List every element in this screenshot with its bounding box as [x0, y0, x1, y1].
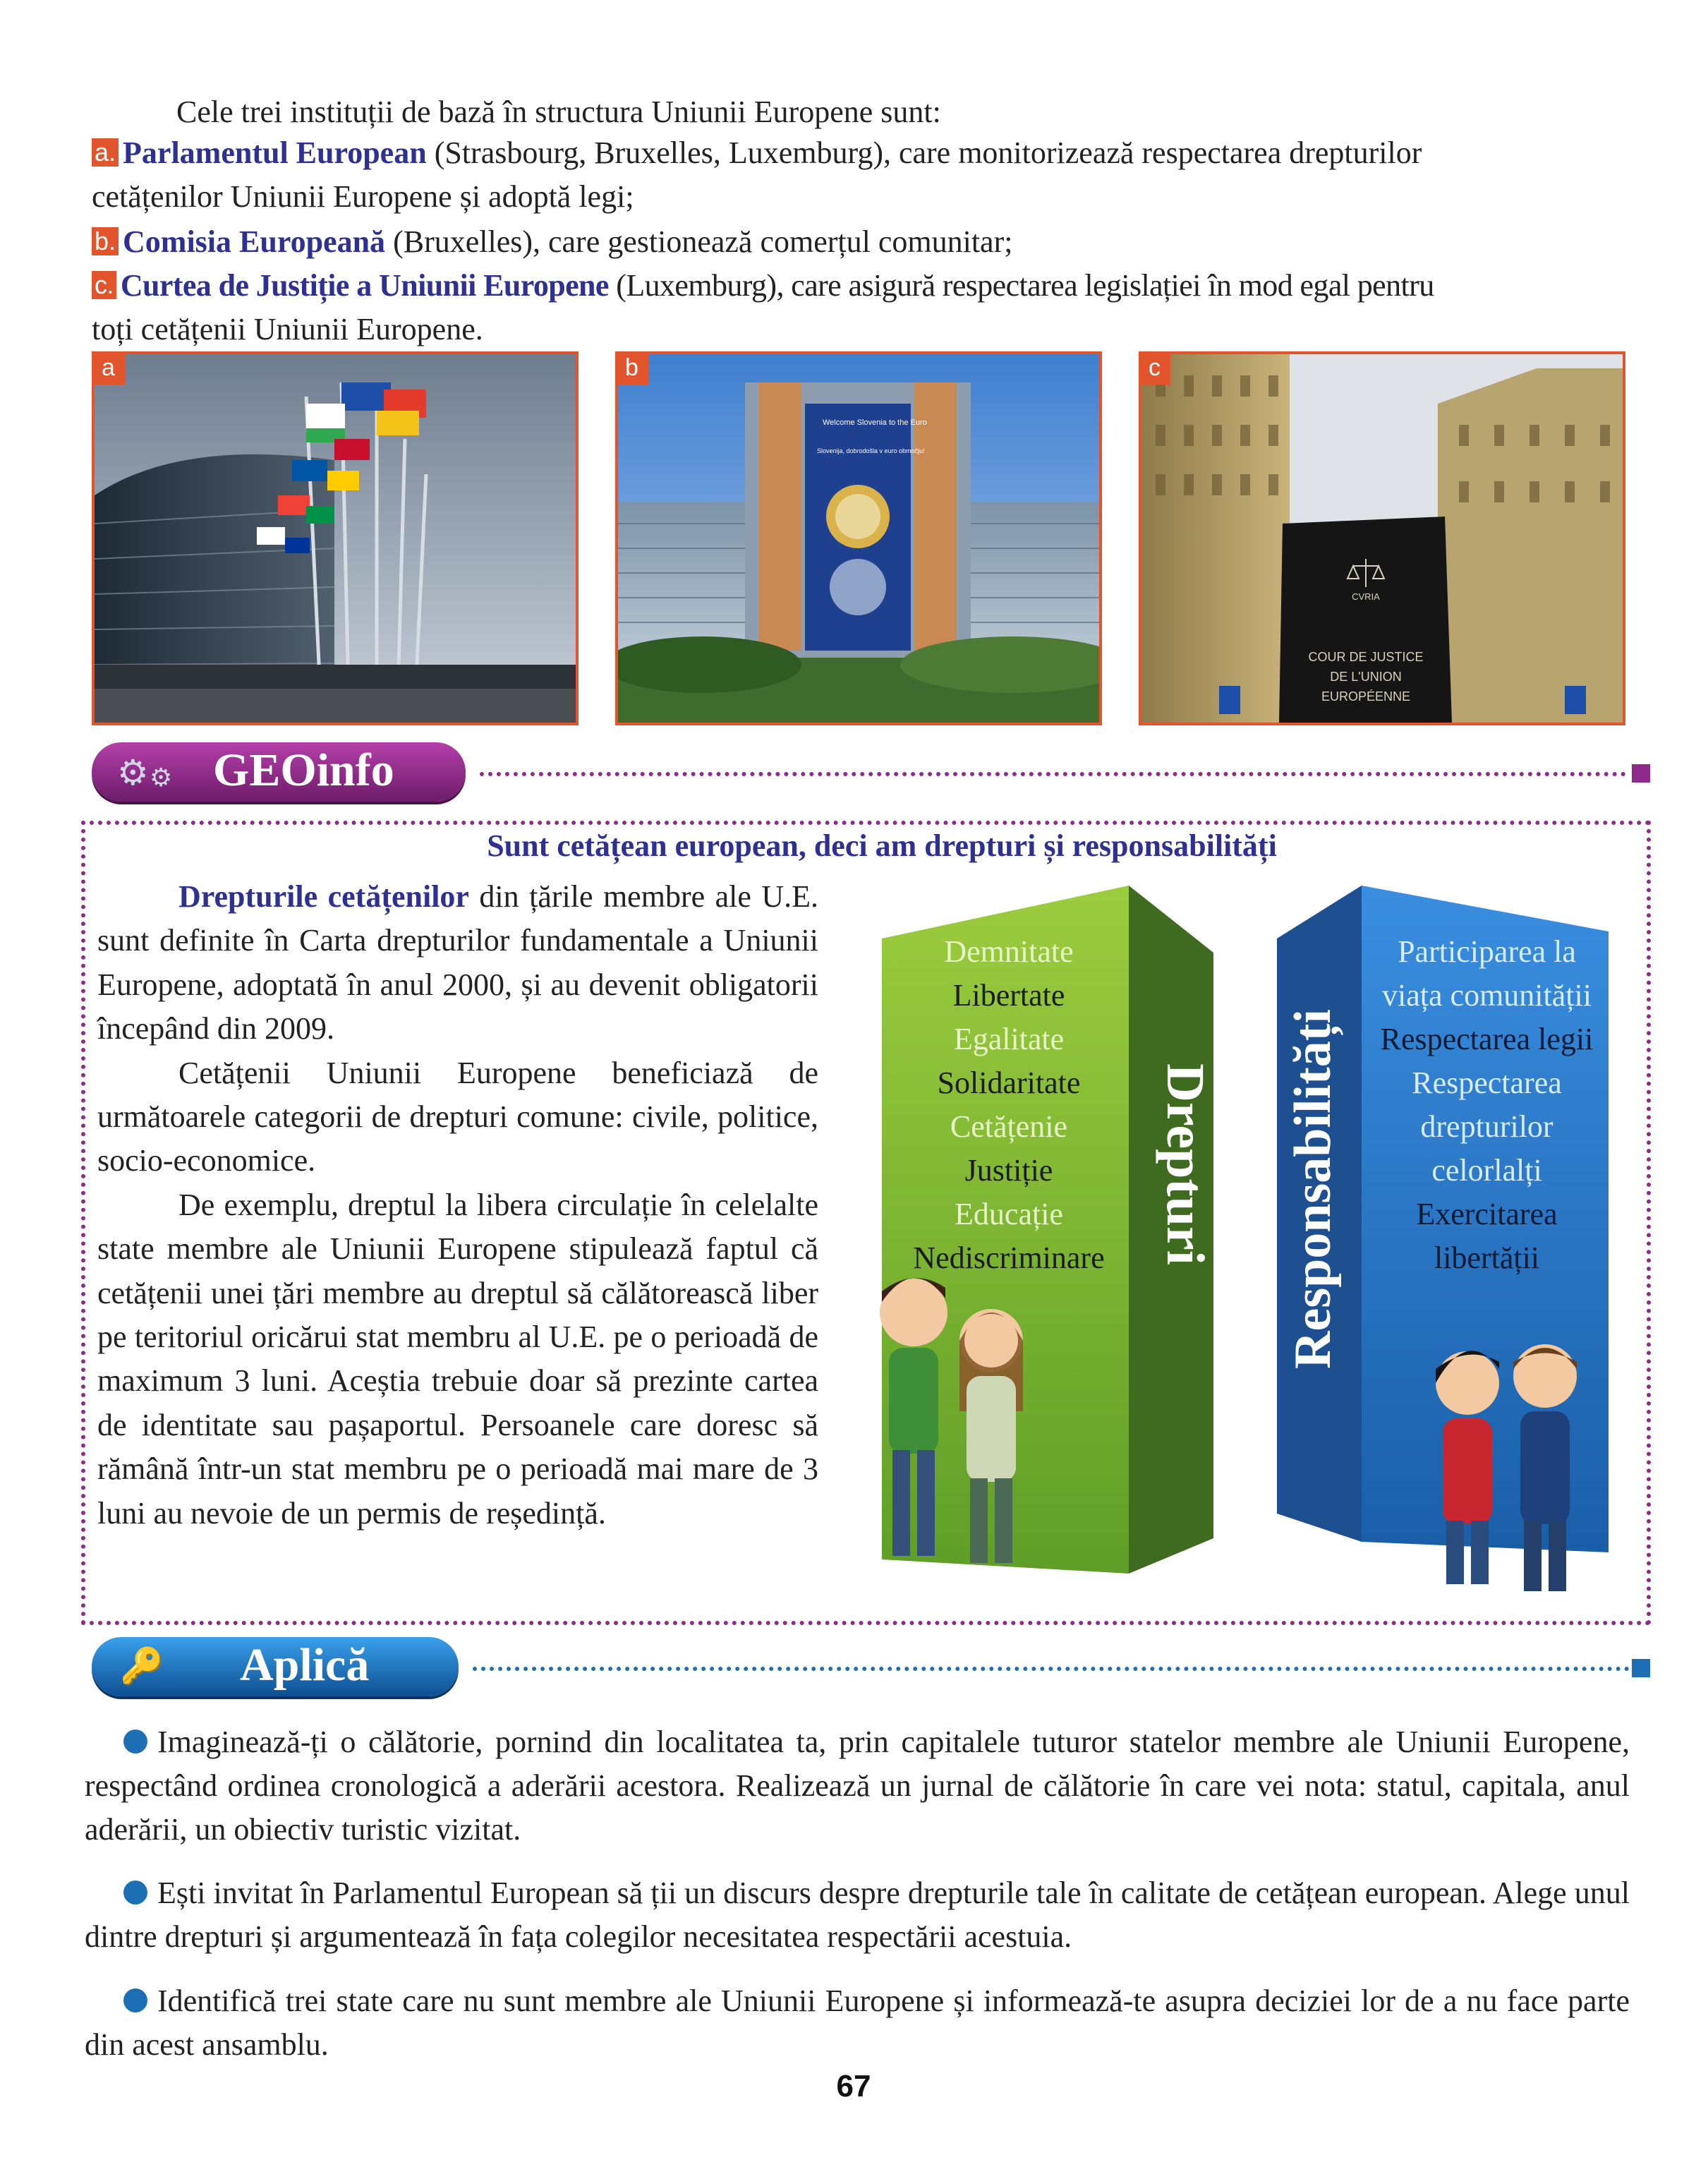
court-sign-line2: DE L'UNION [1330, 670, 1402, 684]
task-1: Imaginează-ți o călătorie, pornind din localitatea ta, prin capitalele tuturor statelor membre ale Uniunii Europene, respectând ordinea cronologică a aderării acestora. Realizează un jurnal de călătorie în care vei nota: statul, capitala, anul aderării, un obiectiv turistic vizitat. [85, 1725, 1630, 1847]
photo-court-of-justice [1139, 351, 1625, 725]
institution-name-c: Curtea de Justiție a Uniunii Europene [120, 268, 609, 303]
institution-name-a: Parlamentul European [123, 135, 427, 170]
rights-term: Drepturile cetățenilor [178, 879, 469, 914]
geoinfo-title: Sunt cetățean european, deci am drepturi și responsabilități [487, 828, 1277, 863]
gear-small-icon: ⚙ [150, 763, 173, 792]
photo-tag-c: c [1141, 354, 1170, 385]
aplica-pill [92, 1637, 459, 1696]
responsibility-item: drepturilor [1420, 1109, 1553, 1144]
court-illustration [1141, 354, 1623, 723]
responsibilities-pillar-title: Responsabilități [1284, 1009, 1342, 1369]
key-lock-icon: 🔑 [120, 1646, 164, 1686]
banner-text-2: Slovenija, dobrodošla v euro območju! [817, 447, 925, 454]
geoinfo-paragraph-2: Cetățenii Uniunii Europene beneficiază de următoarele categorii de drepturi comune: civile, politice, socio-economice. [97, 1055, 818, 1178]
bullet-icon [123, 1730, 147, 1753]
intro-item-a-cont: cetățenilor Uniunii Europene și adoptă legi; [92, 179, 634, 214]
aplica-end-square [1632, 1659, 1650, 1677]
photo-tag-a: a [95, 354, 125, 385]
right-item: Egalitate [953, 1022, 1065, 1056]
intro-item-a: a. Parlamentul European (Strasbourg, Bruxelles, Luxemburg), care monitorizează respectarea drepturilor [92, 131, 1630, 175]
banner-text: Welcome Slovenia to the Euro [823, 418, 927, 427]
page-number: 67 [836, 2069, 871, 2103]
geoinfo-dotted-rule [480, 772, 1626, 776]
rights-pillar-title: Drepturi [1156, 1063, 1215, 1265]
geoinfo-pill [92, 742, 466, 802]
aplica-label: Aplică [240, 1639, 370, 1691]
geoinfo-end-square [1632, 764, 1650, 783]
responsibility-item: viața comunității [1382, 978, 1592, 1013]
right-item: Libertate [952, 978, 1065, 1013]
responsibility-item: libertății [1434, 1241, 1540, 1275]
right-item: Cetățenie [950, 1109, 1068, 1144]
berlaymont-illustration [618, 354, 1099, 723]
bullet-icon [123, 1988, 147, 2012]
court-sign-cvria: CVRIA [1352, 591, 1380, 602]
bullet-icon [123, 1881, 147, 1905]
aplica-dotted-rule [473, 1667, 1630, 1671]
responsibilities-list [1365, 930, 1609, 1280]
responsibility-item: Respectarea [1412, 1066, 1562, 1100]
photo-tag-b: b [618, 354, 648, 385]
responsibility-item: Participarea la [1398, 934, 1576, 969]
responsibility-item: Respectarea legii [1380, 1022, 1594, 1056]
right-item: Demnitate [944, 934, 1074, 969]
intro-lead: Cele trei instituții de bază în structura Uniunii Europene sunt: [176, 95, 941, 129]
task-2: Ești invitat în Parlamentul European să ții un discurs despre drepturile tale în calitate de cetățean european. Alege unul dintre drepturi și argumentează în fața colegilor necesitatea respectării acestuia. [85, 1876, 1630, 1954]
institution-name-b: Comisia Europeană [123, 224, 386, 259]
right-item: Justiție [964, 1153, 1053, 1188]
responsibility-item: celorlalți [1431, 1153, 1542, 1188]
photo-european-parliament [92, 351, 579, 725]
intro-item-b: b. Comisia Europeană (Bruxelles), care gestionează comerțul comunitar; [92, 220, 1630, 264]
court-sign-line3: EUROPÉENNE [1321, 689, 1411, 704]
letter-badge-a: a. [92, 138, 119, 167]
parliament-illustration [95, 354, 576, 723]
letter-badge-b: b. [92, 227, 119, 255]
letter-badge-c: c. [92, 271, 116, 299]
gears-icon: ⚙ [117, 752, 149, 793]
geoinfo-paragraph-3: De exemplu, dreptul la libera circulație în celelalte state membre ale Uniunii Europene stipulează faptul că cetățenii unei țări membre au dreptul să călătorească liber pe teritoriul oricărui stat membru al U.E. pe o perioadă de maximum 3 luni. Aceștia trebuie doar să prezinte cartea de identitate sau pașaportul. Persoanele care doresc să rămână într-un stat membru pe o perioadă mai mare de 3 luni au nevoie de un permis de reședință. [97, 1187, 818, 1531]
rights-list [889, 930, 1129, 1280]
court-sign-line1: COUR DE JUSTICE [1308, 650, 1424, 664]
intro-item-c: c. Curtea de Justiție a Uniunii Europene (Luxemburg), care asigură respectarea legislației în mod egal pentru [92, 264, 1630, 308]
geoinfo-label: GEOinfo [213, 744, 394, 796]
right-item: Educație [955, 1197, 1063, 1231]
photo-european-commission [615, 351, 1102, 725]
intro-item-c-cont: toți cetățenii Uniunii Europene. [92, 312, 483, 346]
geoinfo-text: Drepturile cetățenilor din țările membre ale U.E. sunt definite în Carta drepturilor fundamentale a Uniunii Europene, adoptată în anul 2000, și au devenit obligatorii începând din 2009. Cetățenii Uniunii Europene beneficiază de următoarele categorii de drepturi comune: civile, politice, socio-economice. De exemplu, dreptul la libera circulație în celelalte state membre ale Uniunii Europene stipulează faptul că cetățenii unei țări membre au dreptul să călătorească liber pe teritoriul oricărui stat membru al U.E. pe o perioadă de maximum 3 luni. Aceștia trebuie doar să prezinte cartea de identitate sau pașaportul. Persoanele care doresc să rămână într-un stat membru pe o perioadă mai mare de 3 luni au nevoie de un permis de reședință. [97, 875, 818, 1535]
responsibility-item: Exercitarea [1416, 1197, 1558, 1231]
right-item: Solidaritate [937, 1066, 1081, 1100]
task-3: Identifică trei state care nu sunt membre ale Uniunii Europene și informează-te asupra deciziei lor de a nu face parte din acest ansamblu. [85, 1984, 1630, 2062]
right-item: Nediscriminare [913, 1241, 1105, 1275]
